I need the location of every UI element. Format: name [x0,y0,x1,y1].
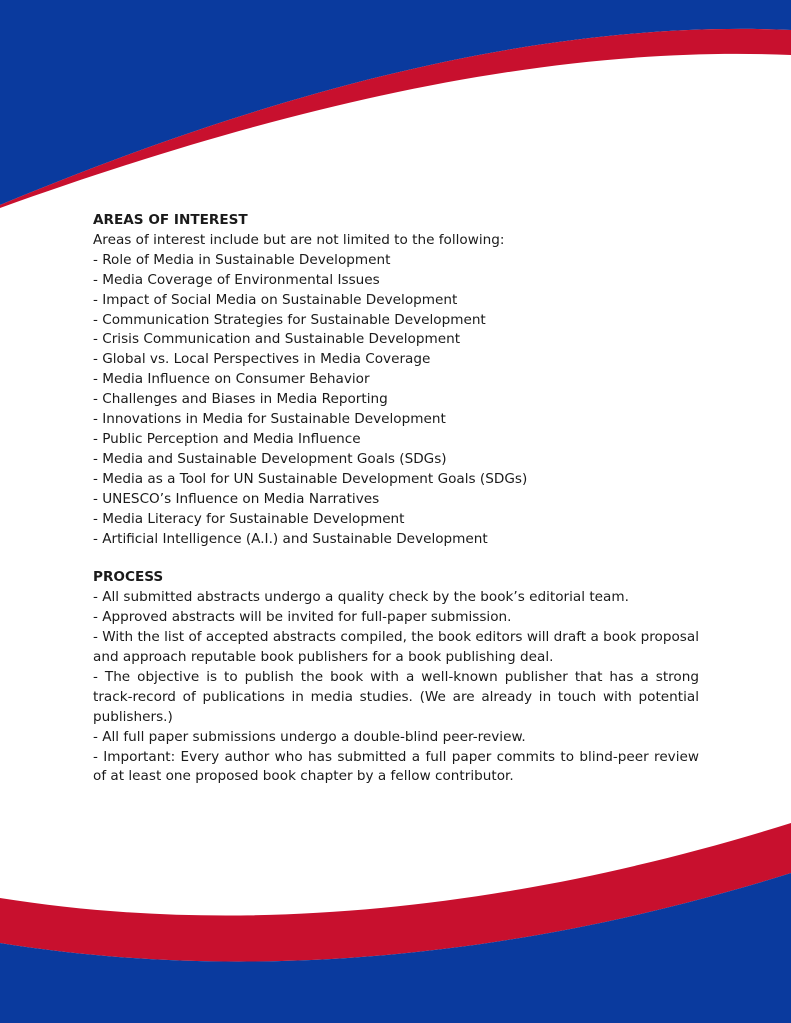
list-item: - All full paper submissions undergo a double-blind peer-review. [93,728,526,745]
list-item: - Role of Media in Sustainable Development [93,251,391,268]
list-item: - Crisis Communication and Sustainable Development [93,331,461,348]
list-item: - Challenges and Biases in Media Reporting [93,391,388,408]
main-content [93,211,699,787]
list-item: - Media as a Tool for UN Sustainable Development Goals (SDGs) [93,470,528,487]
list-item: - Innovations in Media for Sustainable Development [93,411,446,428]
areas-of-interest-list [93,251,699,550]
list-item: - Artificial Intelligence (A.I.) and Sustainable Development [93,530,488,547]
areas-of-interest-heading: AREAS OF INTEREST [93,212,248,228]
process-list [93,588,699,787]
list-item: - All submitted abstracts undergo a quality check by the book’s editorial team. [93,589,629,606]
list-item: - Approved abstracts will be invited for full-paper submission. [93,609,512,626]
list-item: - Impact of Social Media on Sustainable Development [93,291,458,308]
process-heading: PROCESS [93,569,164,586]
section-spacer [93,549,699,568]
list-item: - Important: Every author who has submitted a full paper commits to blind-peer review of at least one proposed book chapter by a fellow contributor. [93,748,699,785]
list-item: - Media Coverage of Environmental Issues [93,271,380,288]
header-swoosh-graphic [0,0,791,215]
list-item: - The objective is to publish the book with a well-known publisher that has a strong track-record of publications in media studies. (We are already in touch with potential publishers.) [93,668,699,725]
list-item: - Media Influence on Consumer Behavior [93,371,370,388]
areas-intro-text: Areas of interest include but are not limited to the following: [93,231,505,248]
list-item: - Communication Strategies for Sustainable Development [93,311,486,328]
header-blue-band [0,0,791,205]
list-item: - Media and Sustainable Development Goals (SDGs) [93,450,447,467]
footer-swoosh-graphic [0,808,791,1023]
list-item: - Public Perception and Media Influence [93,430,361,447]
list-item: - Global vs. Local Perspectives in Media Coverage [93,351,431,368]
list-item: - With the list of accepted abstracts compiled, the book editors will draft a book proposal and approach reputable book publishers for a book publishing deal. [93,629,699,666]
list-item: - UNESCO’s Influence on Media Narratives [93,490,380,507]
list-item: - Media Literacy for Sustainable Development [93,510,405,527]
